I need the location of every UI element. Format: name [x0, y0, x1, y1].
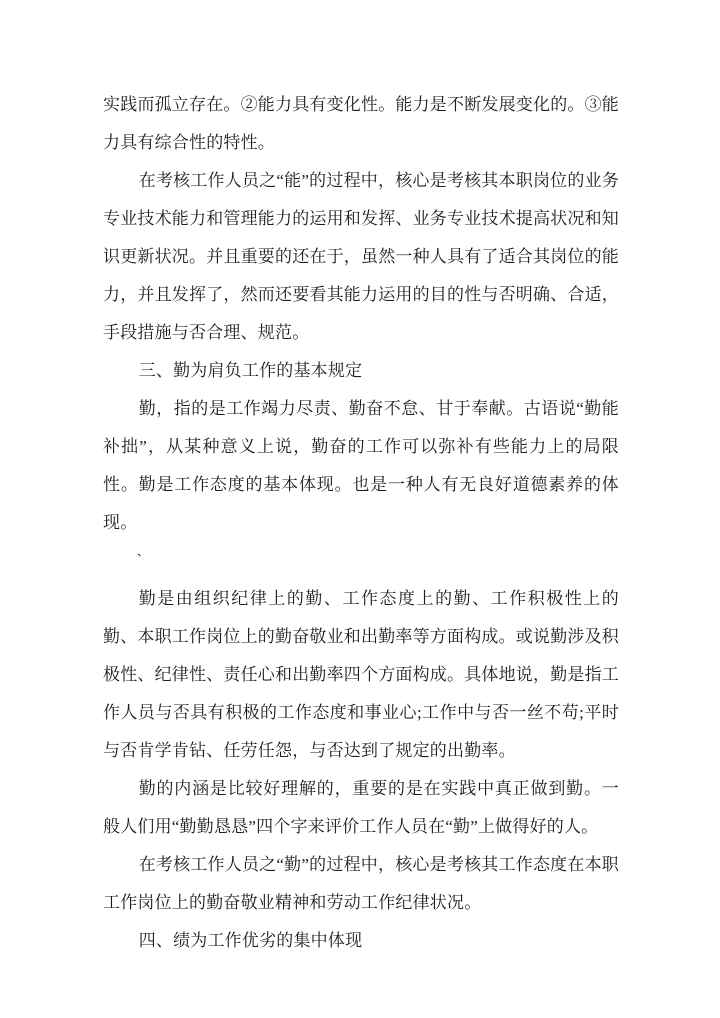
- stray-tick-mark: `: [136, 552, 143, 569]
- section-heading-four: 四、绩为工作优劣的集中体现: [138, 931, 363, 950]
- paragraph-body: 勤，指的是工作竭力尽责、勤奋不怠、甘于奉献。古语说“勤能补拙”，从某种意义上说，勤奋的工作可以弥补有些能力上的局限性。勤是工作态度的基本体现。也是一种人有无良好道德素养的体现。: [103, 399, 619, 532]
- paragraph-body: 勤是由组织纪律上的勤、工作态度上的勤、工作积极性上的勤、本职工作岗位上的勤奋敬业和出勤率等方面构成。或说勤涉及积极性、纪律性、责任心和出勤率四个方面构成。具体地说，勤是指工作人员与否具有积极的工作态度和事业心;工作中与否一丝不苟;平时与否肯学肯钻、任劳任怨，与否达到了规定的出勤率。: [103, 589, 619, 760]
- section-heading-three: 三、勤为肩负工作的基本规定: [138, 361, 363, 380]
- paragraph-continuation: 实践而孤立存在。②能力具有变化性。能力是不断发展变化的。③能力具有综合性的特性。: [103, 95, 619, 152]
- paragraph-body: 在考核工作人员之“勤”的过程中，核心是考核其工作态度在本职工作岗位上的勤奋敬业精神和劳动工作纪律状况。: [103, 855, 619, 912]
- paragraph-body: 勤的内涵是比较好理解的，重要的是在实践中真正做到勤。一般人们用“勤勤恳恳”四个字来评价工作人员在“勤”上做得好的人。: [103, 779, 619, 836]
- paragraph-body: 在考核工作人员之“能”的过程中，核心是考核其本职岗位的业务专业技术能力和管理能力的运用和发挥、业务专业技术提高状况和知识更新状况。并且重要的还在于，虽然一种人具有了适合其岗位的能力，并且发挥了，然而还要看其能力运用的目的性与否明确、合适，手段措施与否合理、规范。: [103, 171, 619, 342]
